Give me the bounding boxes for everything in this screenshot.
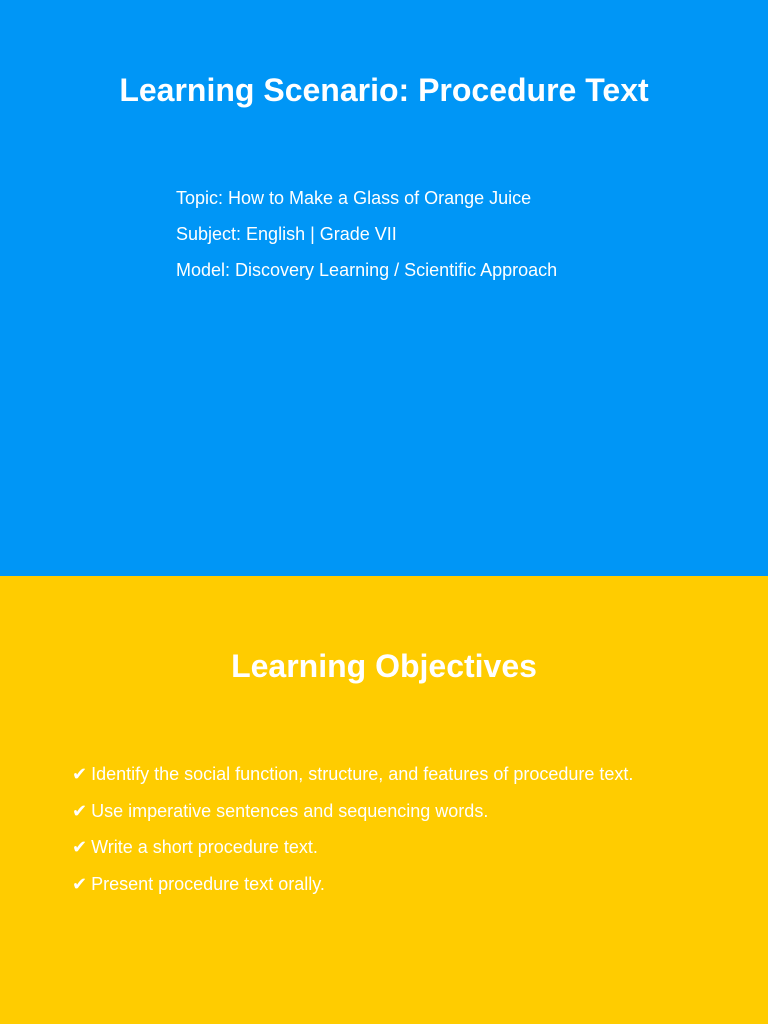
objective-item	[72, 756, 633, 793]
objective-item	[72, 866, 633, 903]
check-icon: ✔	[72, 764, 88, 784]
check-icon: ✔	[72, 837, 88, 857]
objective-text: Write a short procedure text.	[91, 837, 318, 857]
slide-learning-objectives	[0, 576, 768, 1024]
objectives-list	[72, 756, 633, 902]
check-icon: ✔	[72, 873, 88, 894]
objective-text: Present procedure text orally.	[91, 873, 325, 894]
objective-text: Use imperative sentences and sequencing words.	[91, 800, 489, 821]
subject-line: Subject: English | Grade VII	[176, 224, 397, 244]
objective-text: Identify the social function, structure, and features of procedure text.	[91, 764, 634, 784]
objective-item	[72, 829, 633, 866]
check-icon: ✔	[72, 800, 88, 821]
objective-item	[72, 793, 633, 830]
slide-title: Learning Scenario: Procedure Text	[119, 72, 649, 108]
slide-title: Learning Objectives	[231, 648, 537, 684]
scenario-info-list	[176, 180, 557, 288]
model-line: Model: Discovery Learning / Scientific Approach	[176, 260, 558, 280]
topic-line: Topic: How to Make a Glass of Orange Juice	[176, 188, 532, 208]
